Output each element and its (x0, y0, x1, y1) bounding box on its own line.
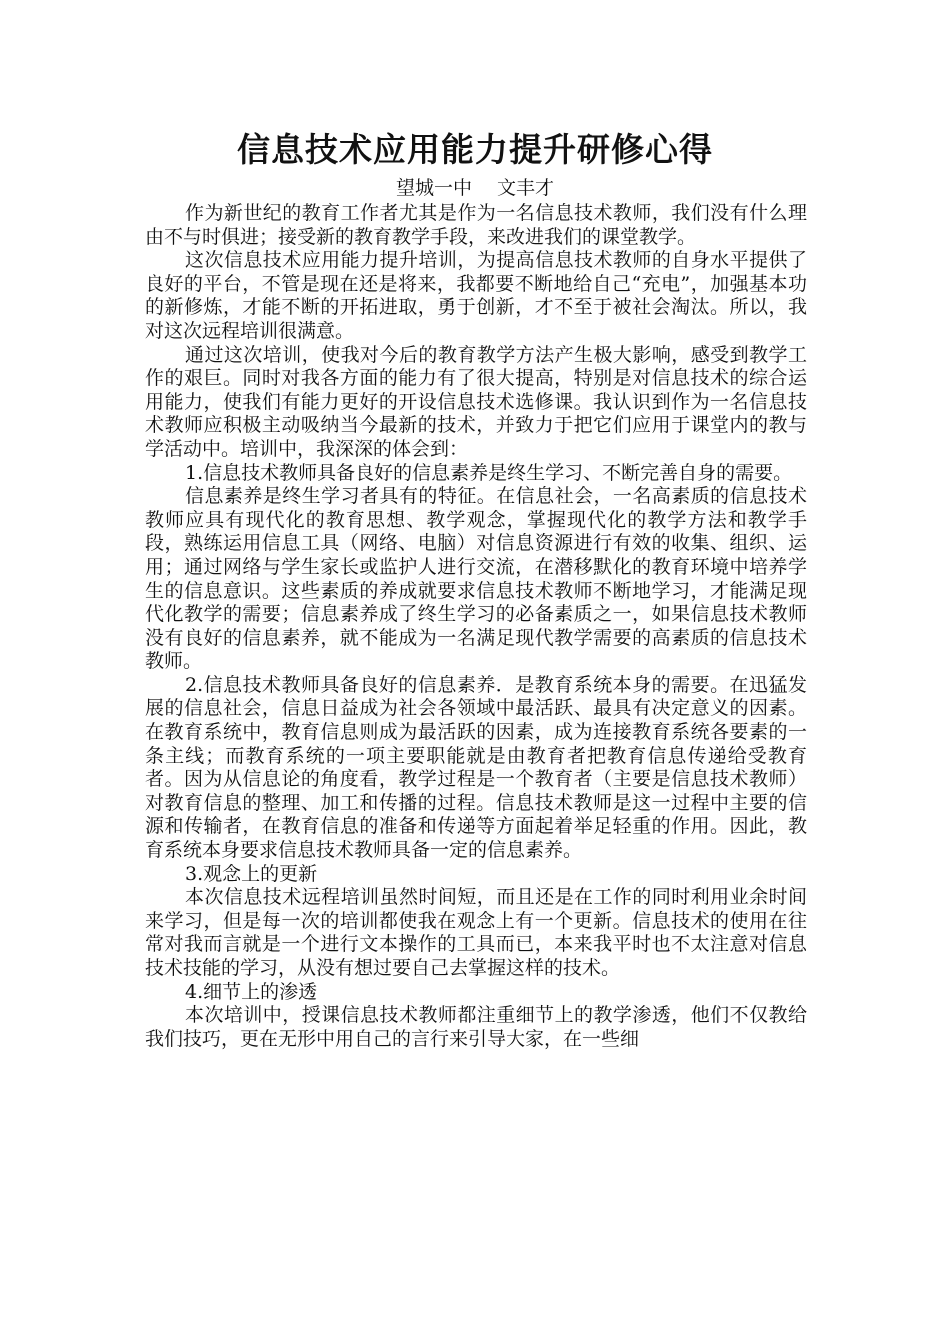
paragraph: 通过这次培训，使我对今后的教育教学方法产生极大影响，感受到教学工作的艰巨。同时对我各方面的能力有了很大提高，特别是对信息技术的综合运用能力，使我们有能力更好的开设信息技术选修课。我认识到作为一名信息技术教师应积极主动吸纳当今最新的技术，并致力于把它们应用于课堂内的教与学活动中。培训中，我深深的体会到： (145, 343, 807, 460)
paragraph: 2.信息技术教师具备良好的信息素养．是教育系统本身的需要。在迅猛发展的信息社会，信息日益成为社会各领域中最活跃、最具有决定意义的因素。在教育系统中，教育信息则成为最活跃的因素，成为连接教育系统各要素的一条主线；而教育系统的一项主要职能就是由教育者把教育信息传递给受教育者。因为从信息论的角度看，教学过程是一个教育者（主要是信息技术教师）对教育信息的整理、加工和传播的过程。信息技术教师是这一过程中主要的信源和传输者，在教育信息的准备和传递等方面起着举足轻重的作用。因此，教育系统本身要求信息技术教师具备一定的信息素养。 (145, 673, 807, 862)
section-heading: 4.细节上的渗透 (185, 980, 318, 1003)
document-body (145, 202, 807, 1051)
paragraph: 这次信息技术应用能力提升培训，为提高信息技术教师的自身水平提供了良好的平台，不管是现在还是将来，我都要不断地给自己“充电”，加强基本功的新修炼，才能不断的开拓进取，勇于创新，才不至于被社会淘汰。所以，我对这次远程培训很满意。 (145, 249, 807, 342)
paragraph: 信息素养是终生学习者具有的特征。在信息社会，一名高素质的信息技术教师应具有现代化的教育思想、教学观念，掌握现代化的教学方法和教学手段，熟练运用信息工具（网络、电脑）对信息资源进行有效的收集、组织、运用；通过网络与学生家长或监护人进行交流，在潜移默化的教育环境中培养学生的信息意识。这些素质的养成就要求信息技术教师不断地学习，才能满足现代化教学的需要；信息素养成了终生学习的必备素质之一，如果信息技术教师没有良好的信息素养，就不能成为一名满足现代教学需要的高素质的信息技术教师。 (145, 485, 807, 673)
paragraph: 1.信息技术教师具备良好的信息素养是终生学习、不断完善自身的需要。 (185, 461, 793, 484)
paragraph: 作为新世纪的教育工作者尤其是作为一名信息技术教师，我们没有什么理由不与时俱进；接受新的教育教学手段，来改进我们的课堂教学。 (145, 202, 807, 248)
document-title: 信息技术应用能力提升研修心得 (237, 130, 713, 169)
paragraph: 本次培训中，授课信息技术教师都注重细节上的教学渗透，他们不仅教给我们技巧，更在无形中用自己的言行来引导大家，在一些细 (145, 1004, 807, 1050)
section-heading: 3.观念上的更新 (185, 862, 318, 885)
paragraph: 本次信息技术远程培训虽然时间短，而且还是在工作的同时利用业余时间来学习，但是每一次的培训都使我在观念上有一个更新。信息技术的使用在往常对我而言就是一个进行文本操作的工具而已，本来我平时也不太注意对信息技术技能的学习，从没有想过要自己去掌握这样的技术。 (145, 886, 807, 979)
document-author: 望城一中 文丰才 (395, 177, 555, 199)
